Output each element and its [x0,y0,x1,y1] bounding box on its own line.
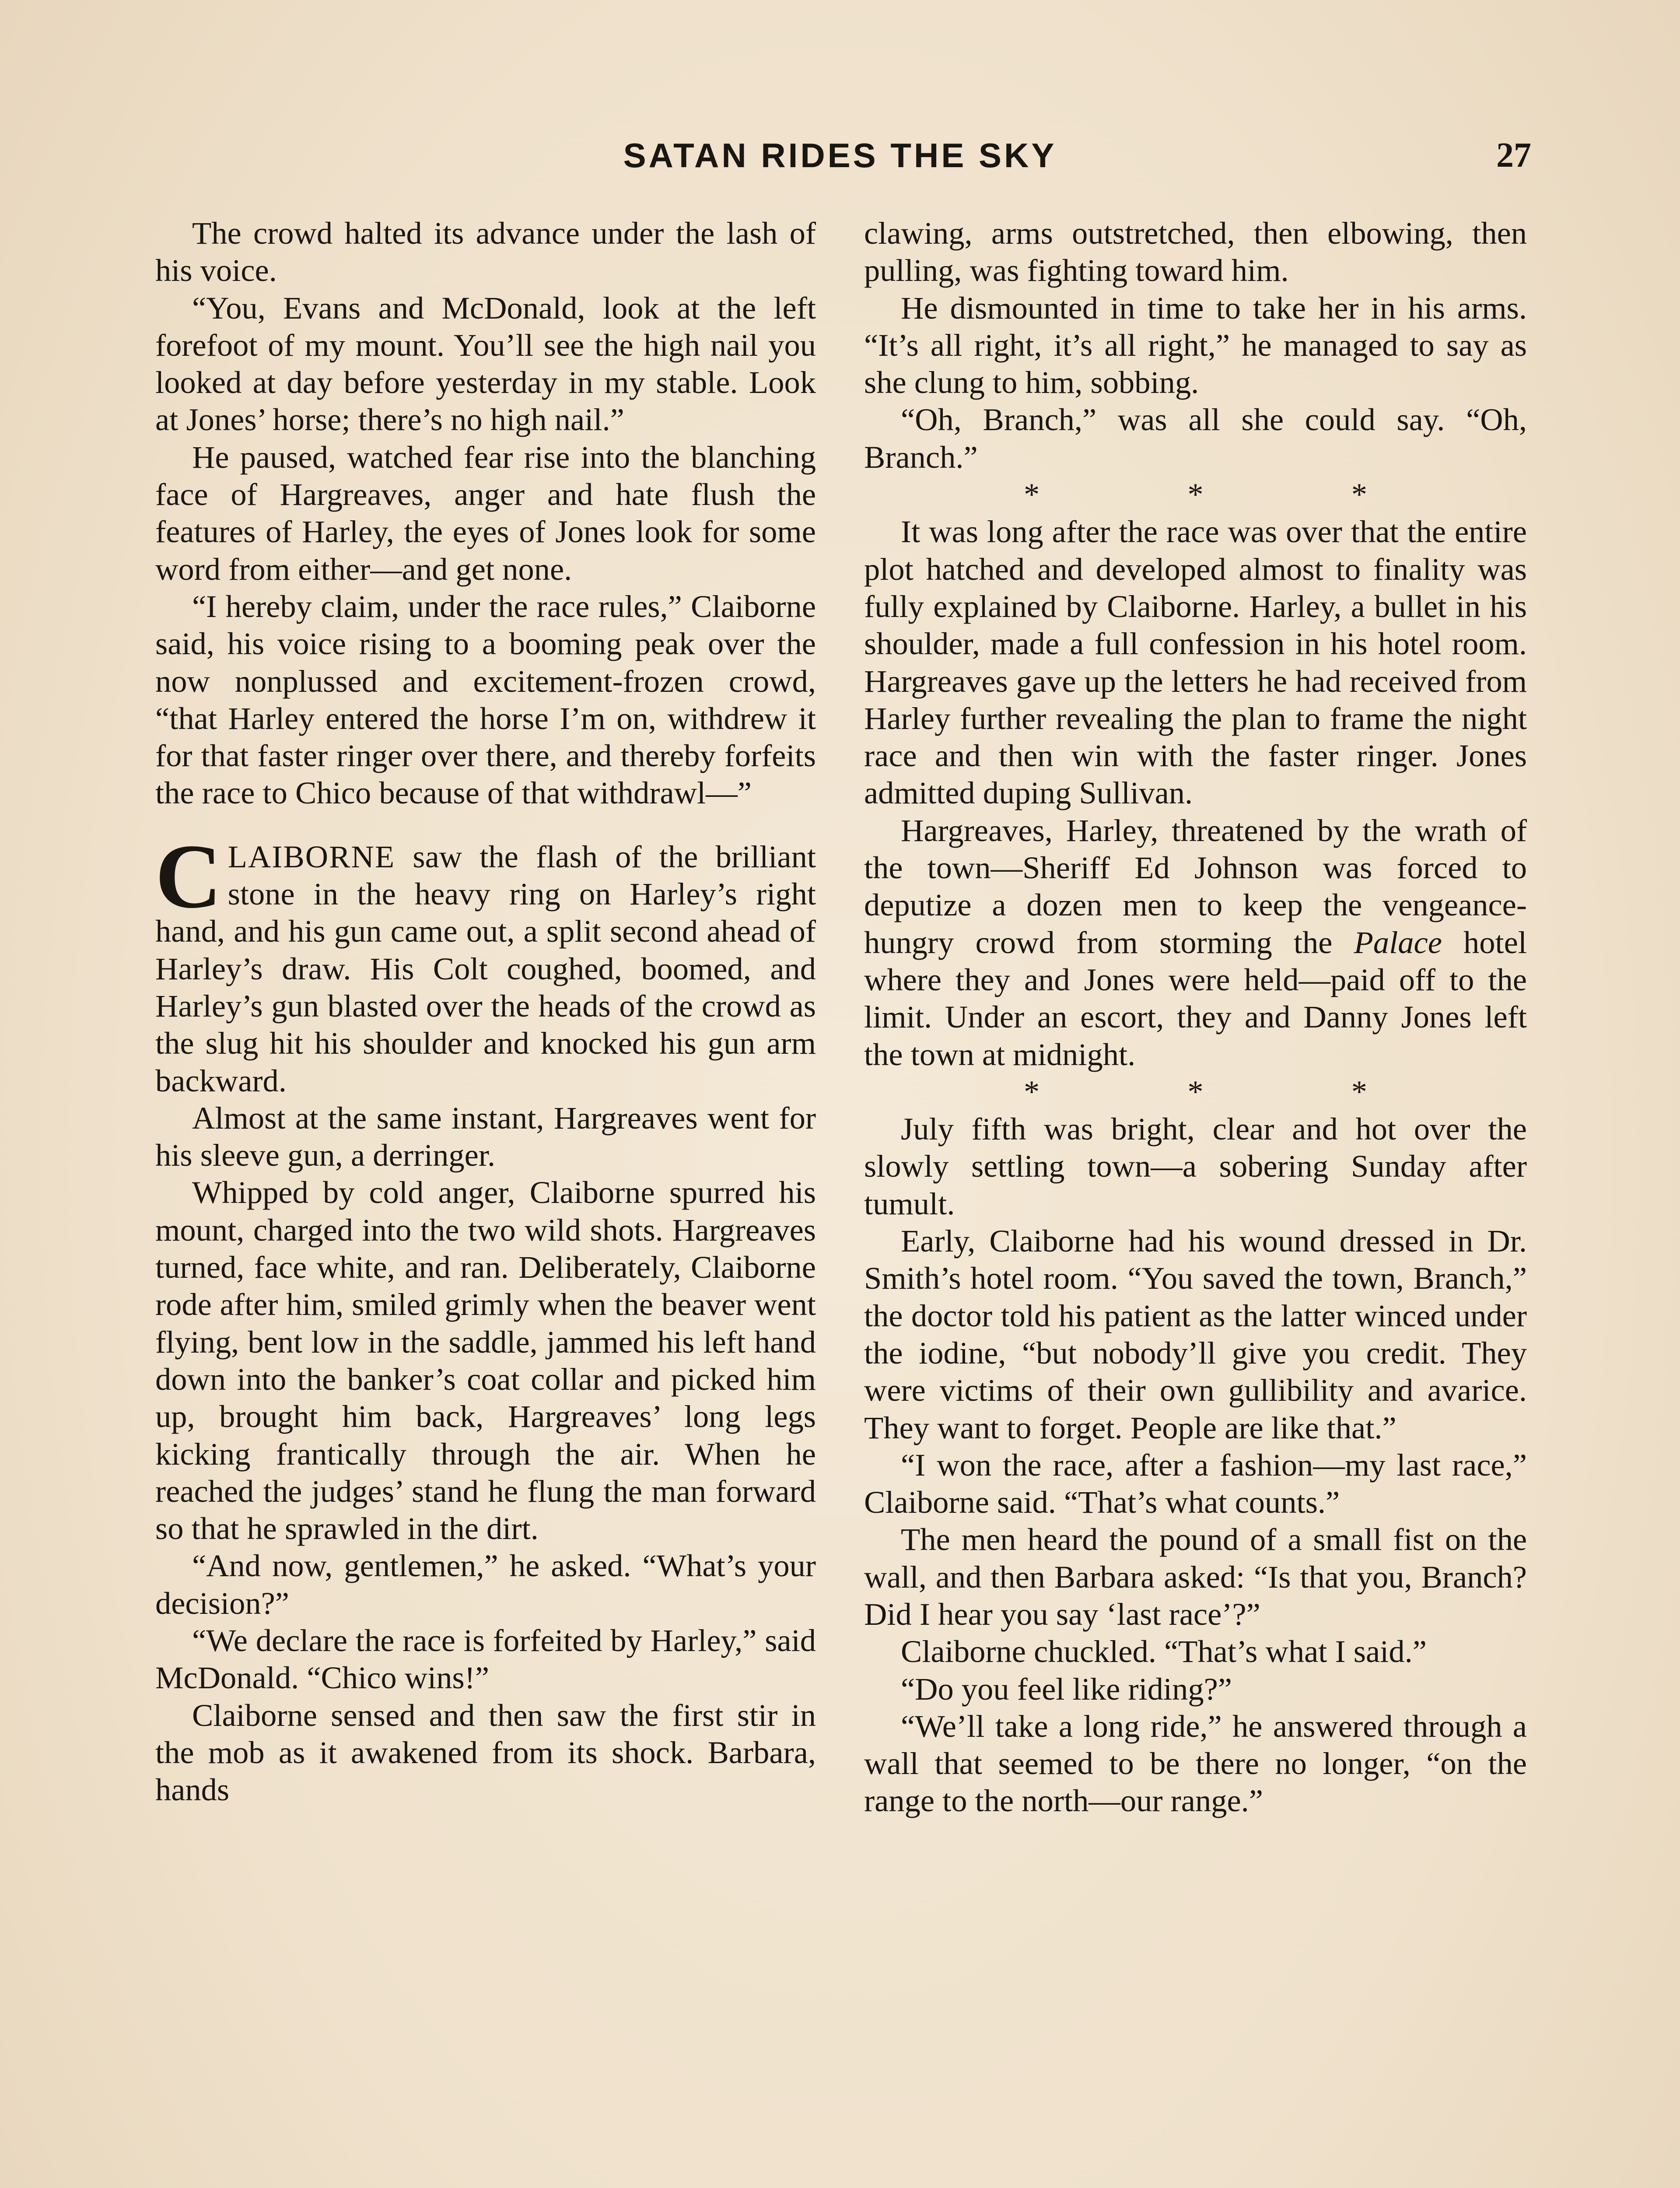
section-separator: * * * [1024,1073,1437,1109]
paragraph: “Oh, Branch,” was all she could say. “Oh, Branch.” [864,402,1527,475]
paragraph: “We’ll take a long ride,” he answered through a wall that seemed to be there no longer, “on the range to the north—our range.” [864,1708,1527,1819]
paragraph: Claiborne sensed and then saw the first stir in the mob as it awakened from its shock. Barbara, hands [155,1697,816,1808]
paragraph: “Do you feel like riding?” [901,1671,1232,1707]
paragraph: Claiborne chuckled. “That’s what I said.” [901,1634,1427,1669]
paragraph: The men heard the pound of a small fist on the wall, and then Barbara asked: “Is that you, Branch? Did I hear you say ‘last race’?” [864,1522,1527,1632]
paragraph: July fifth was bright, clear and hot over the slowly settling town—a sobering Sunday after tumult. [864,1111,1527,1221]
paragraph: “You, Evans and McDonald, look at the left forefoot of my mount. You’ll see the high nail you looked at day before yesterday in my stable. Look at Jones’ horse; there’s no high nail.” [155,290,816,438]
paragraph [864,812,1527,1073]
page-number: 27 [1496,136,1531,175]
running-title: SATAN RIDES THE SKY [623,136,1057,175]
paragraph: He dismounted in time to take her in his arms. “It’s all right, it’s all right,” he managed to say as she clung to him, sobbing. [864,290,1527,400]
paragraph: “And now, gentlemen,” he asked. “What’s your decision?” [155,1548,816,1621]
small-caps-word: LAIBORNE [228,838,396,874]
right-column [864,214,1527,1820]
page-header [149,131,1531,179]
paragraph: Almost at the same instant, Hargreaves went for his sleeve gun, a derringer. [155,1100,816,1173]
section-separator: * * * [1024,477,1437,512]
paragraph-text: Hargreaves, Harley, threatened by the wrath of the town—Sheriff Ed Johnson was forced to deputize a dozen men to keep the vengeance-hungry crowd from storming the [864,812,1527,960]
paragraph: The crowd halted its advance under the lash of his voice. [155,215,816,288]
paragraph: Early, Claiborne had his wound dressed in Dr. Smith’s hotel room. “You saved the town, Branch,” the doctor told his patient as the latter winced under the iodine, “but nobody’ll give you credit. They were victims of their own gullibility and avarice. They want to forget. People are like that.” [864,1223,1527,1445]
left-column [155,214,816,1808]
paragraph-text: the brilliant stone in the heavy ring on Harley’s right hand, and his gun came out, a split second ahead of Harley’s draw. His Colt coughed, boomed, and Harley’s gun blasted over the heads of the crowd as the slug hit his shoulder and knocked his gun arm backward. [155,838,816,1098]
dropcap-line-text: saw the flash of [395,838,642,874]
paragraph-text: hotel where they and Jones were held—paid off to the limit. Under an escort, they and Danny Jones left the town at midnight. [864,924,1527,1072]
italic-hotel-name: Palace [1354,924,1442,960]
drop-cap: C [155,825,222,927]
paragraph: “I hereby claim, under the race rules,” Claiborne said, his voice rising to a booming peak over the now nonplussed and excitement-frozen crowd, “that Harley entered the horse I’m on, withdrew it for that faster ringer over there, and thereby forfeits the race to Chico because of that withdrawl—” [155,588,816,811]
paragraph: “I won the race, after a fashion—my last race,” Claiborne said. “That’s what counts.” [864,1447,1527,1520]
paragraph: clawing, arms outstretched, then elbowing, then pulling, was fighting toward him. [864,215,1527,288]
dropcap-paragraph [155,825,816,1099]
paragraph: He paused, watched fear rise into the blanching face of Hargreaves, anger and hate flush the features of Harley, the eyes of Jones look for some word from either—and get none. [155,439,816,587]
paragraph: It was long after the race was over that the entire plot hatched and developed almost to finality was fully explained by Claiborne. Harley, a bullet in his shoulder, made a full confession in his hotel room. Hargreaves gave up the letters he had received from Harley further revealing the plan to frame the night race and then win with the faster ringer. Jones admitted duping Sullivan. [864,514,1527,811]
paragraph: “We declare the race is forfeited by Harley,” said McDonald. “Chico wins!” [155,1622,816,1696]
paragraph: Whipped by cold anger, Claiborne spurred his mount, charged into the two wild shots. Hargreaves turned, face white, and ran. Deliberately, Claiborne rode after him, smiled grimly when the beaver went flying, bent low in the saddle, jammed his left hand down into the banker’s coat collar and picked him up, brought him back, Hargreaves’ long legs kicking frantically through the air. When he reached the judges’ stand he flung the man forward so that he sprawled in the dirt. [155,1175,816,1546]
